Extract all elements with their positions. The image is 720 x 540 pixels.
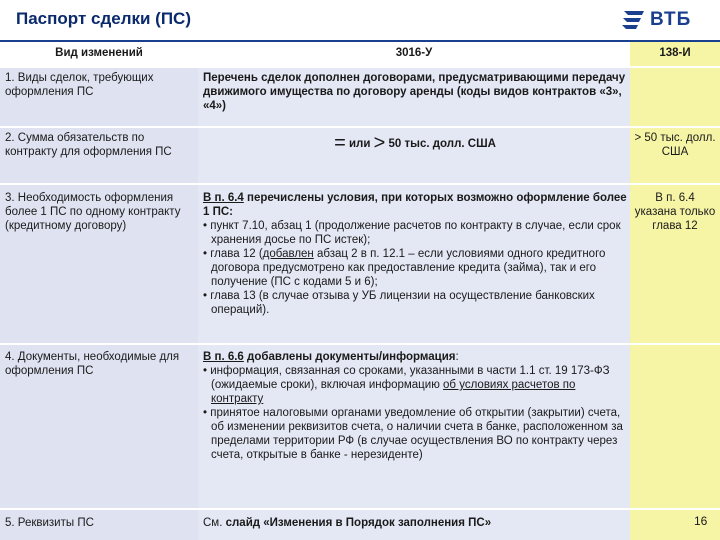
row-5-3016u: См. слайд «Изменения в Порядок заполнения ПС» (203, 517, 492, 529)
row-3-bullet-3: • глава 13 (в случае отзыва у УБ лицензии на осуществление банковских операций). (203, 290, 595, 316)
row-3-label: 3. Необходимость оформления более 1 ПС по одному контракту (кредитному договору) (5, 192, 181, 232)
row-4-bullet-1: • информация, связанная со сроками, указанными в части 1.1 ст. 19 173-ФЗ (ожидаемые сроки), включая информацию об условиях расчетов по контракту (203, 365, 610, 405)
row-1-3016u: Перечень сделок дополнен договорами, предусматривающими передачу движимого имущества по договору аренды (коды видов контрактов «3», «4») (203, 72, 626, 112)
row-3-bullet-2: • глава 12 (добавлен абзац 2 в п. 12.1 – если условиями одного кредитного договора предусмотрено как предоставление кредита (займа), так и его получение (ПС с кодами 5 и 6); (203, 248, 606, 288)
row-5-label: 5. Реквизиты ПС (5, 517, 94, 529)
vtb-logo (620, 6, 716, 36)
header-change-type: Вид изменений (55, 47, 143, 59)
row-4-label: 4. Документы, необходимые для оформления ПС (5, 351, 180, 377)
row-2-138i: > 50 тыс. долл. США (634, 132, 716, 158)
row-3-138i: В п. 6.4 указана только глава 12 (634, 192, 716, 232)
comparison-table (0, 40, 720, 540)
slide-header (0, 0, 720, 40)
row-3-3016u: В п. 6.4 перечислены условия, при которых возможно оформление более 1 ПС: • пункт 7.10, абзац 1 (продолжение расчетов по контракту в случае, если срок хранения досье по ПС истек); • глава 12 (добавлен абзац 2 в п. 12.1 – если условиями одного кредитного договора предусмотрено как предоставление кредита (займа), так и его получение (ПС с кодами 5 и 6); • глава 13 (в случае отзыва у УБ лицензии на осуществление банковских операций). (203, 192, 627, 316)
row-1-label: 1. Виды сделок, требующих оформления ПС (5, 72, 154, 98)
row-2-3016u: = или > 50 тыс. долл. США (334, 132, 496, 154)
vtb-logo-icon (620, 8, 646, 32)
slide-number: 16 (694, 514, 708, 528)
slide-title: Паспорт сделки (ПС) (16, 9, 191, 28)
row-3-bullet-1: • пункт 7.10, абзац 1 (продолжение расчетов по контракту в случае, если срок хранения досье по ПС истек); (203, 220, 621, 246)
header-138i: 138-И (659, 47, 691, 59)
header-3016u: 3016-У (395, 47, 433, 59)
logo-text: ВТБ (650, 9, 692, 30)
row-4-3016u: В п. 6.6 добавлены документы/информация: • информация, связанная со сроками, указанными в части 1.1 ст. 19 173-ФЗ (ожидаемые сроки), включая информацию об условиях расчетов по контракту • принятое налоговыми органами уведомление об открытии (закрытии) счета, об изменении реквизитов счета, о наличии счета в банке, расположенном за пределами территории РФ (в случае осуществления ВО по контракту через счета, открытые в банке - нерезиденте) (203, 350, 627, 462)
row-2-label: 2. Сумма обязательств по контракту для оформления ПС (5, 132, 172, 158)
row-4-bullet-2: • принятое налоговыми органами уведомление об открытии (закрытии) счета, об изменении реквизитов счета, о наличии счета в банке, расположенном за пределами территории РФ (в случае осуществления ВО по контракту через счета, открытые в банке - нерезиденте) (203, 407, 623, 461)
